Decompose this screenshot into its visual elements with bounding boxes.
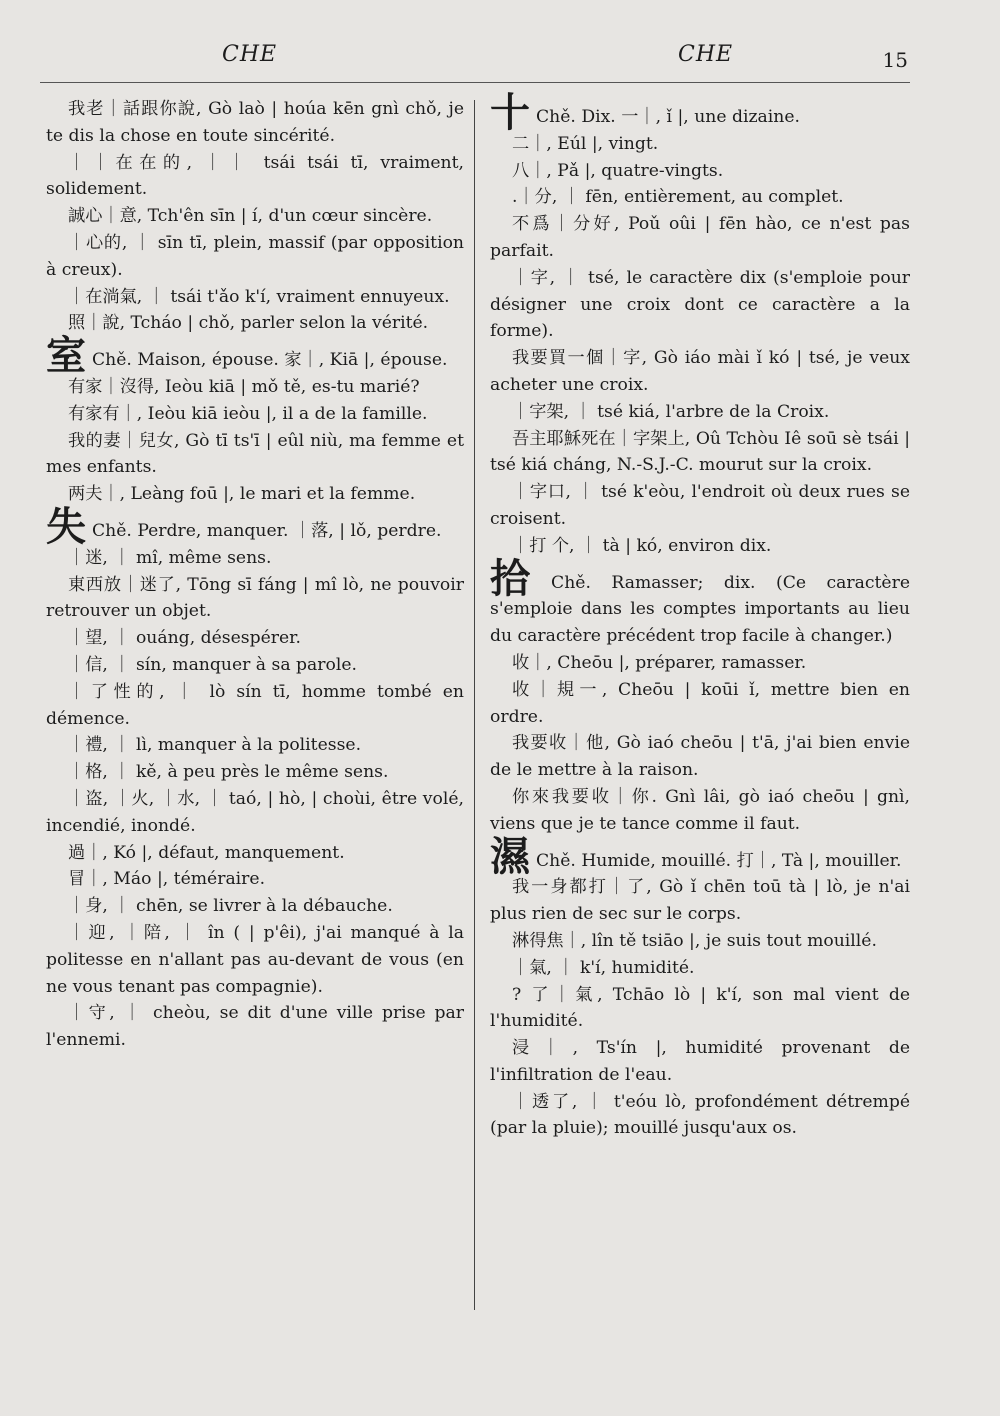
headword: 十 bbox=[490, 89, 530, 136]
entry: 照｜說, Tcháo | chǒ, parler selon la vérité. bbox=[68, 313, 429, 334]
entry: ｜迷, ｜ mî, même sens. bbox=[68, 547, 272, 568]
entry: ｜字口, ｜ tsé k'eòu, l'endroit où deux rues se croisent. bbox=[490, 482, 910, 529]
entry: ｜禮, ｜ lì, manquer à la politesse. bbox=[68, 735, 362, 756]
entry: ｜信, ｜ sín, manquer à sa parole. bbox=[68, 654, 357, 675]
entry: 不爲｜分好, Poǔ oûi | fēn hào, ce n'est pas parfait. bbox=[490, 214, 910, 261]
entry: 我一身都打｜了, Gò ǐ chēn toū tà | lò, je n'ai plus rien de sec sur le corps. bbox=[490, 877, 910, 925]
entry: ? 了｜氣, Tchāo lò | k'í, son mal vient de l'humidité. bbox=[490, 984, 910, 1032]
headword-entry bbox=[46, 502, 464, 550]
entry: 八｜, Pǎ |, quatre-vingts. bbox=[512, 160, 724, 181]
entry: 两夫｜, Leàng foū |, le mari et la femme. bbox=[68, 484, 416, 505]
entry: ｜氣, ｜ k'í, humidité. bbox=[512, 957, 695, 978]
headword-entry bbox=[46, 332, 464, 380]
entry: ｜字, ｜ tsé, le caractère dix (s'emploie pour désigner une croix dont ce caractère a la forme). bbox=[490, 267, 910, 342]
entry: ｜心的, ｜ sīn tī, plein, massif (par opposition à creux). bbox=[46, 232, 464, 280]
entry: .｜分, ｜ fēn, entièrement, au complet. bbox=[512, 187, 844, 208]
entry: ｜打 个, ｜ tà | kó, environ dix. bbox=[512, 535, 772, 556]
headword: 室 bbox=[46, 332, 86, 380]
page-number: 15 bbox=[882, 48, 908, 72]
left-column bbox=[46, 96, 464, 1054]
entry: 東西放｜迷了, Tōng sī fáng | mî lò, ne pouvoir retrouver un objet. bbox=[46, 574, 464, 622]
entry: ｜字架, ｜ tsé kiá, l'arbre de la Croix. bbox=[512, 401, 830, 422]
entry: ｜身, ｜ chēn, se livrer à la débauche. bbox=[68, 896, 393, 917]
entry: 我的妻｜兒女, Gò tī ts'ī | eûl niù, ma femme et mes enfants. bbox=[46, 430, 464, 478]
entry: ｜迎, ｜陪, ｜ în ( | p'êi), j'ai manqué à la politesse en n'allant pas au-devant de vous (en ne vous tenant pas compagnie). bbox=[46, 922, 464, 997]
entry: 有家有｜, Ieòu kiā ieòu |, il a de la famille. bbox=[68, 403, 428, 424]
header-rule bbox=[40, 82, 910, 83]
entry: 浸｜, Ts'ín |, humidité provenant de l'infiltration de l'eau. bbox=[490, 1038, 910, 1085]
entry: 我老｜話跟你說, Gò laò | hoúa kēn gnì chǒ, je te dis la chose en toute sincérité. bbox=[46, 99, 464, 146]
entry: ｜透了, ｜ t'eóu lò, profondément détrempé (par la pluie); mouillé jusqu'aux os. bbox=[490, 1091, 910, 1139]
headword: 失 bbox=[46, 502, 86, 550]
entry: 收｜, Cheōu |, préparer, ramasser. bbox=[512, 652, 807, 673]
entry: ｜守, ｜ cheòu, se dit d'une ville prise par l'ennemi. bbox=[46, 1003, 464, 1051]
entry: 我要買一個｜字, Gò iáo mài ǐ kó | tsé, je veux acheter une croix. bbox=[490, 348, 910, 395]
entry: 冒｜, Máo |, téméraire. bbox=[68, 869, 266, 890]
entry: ｜格, ｜ kě, à peu près le même sens. bbox=[68, 762, 389, 783]
headword-definition: Chě. Perdre, manquer. ｜落, | lǒ, perdre. bbox=[92, 520, 442, 541]
entry: 淋得焦｜, lîn tě tsiāo |, je suis tout mouillé. bbox=[512, 930, 877, 951]
entry: 誠心｜意, Tch'ên sīn | í, d'un cœur sincère. bbox=[68, 206, 433, 227]
running-header-right: CHE bbox=[678, 42, 734, 67]
right-column bbox=[490, 89, 910, 1142]
entry: ｜望, ｜ ouáng, désespérer. bbox=[68, 628, 301, 649]
entry: 吾主耶穌死在｜字架上, Oû Tchòu Iê soū sè tsái | tsé kiá cháng, N.-S.J.-C. mourut sur la croix. bbox=[490, 428, 910, 476]
headword-entry bbox=[490, 554, 910, 650]
entry: 收｜規一, Cheōu | koūi ǐ, mettre bien en ordre. bbox=[490, 679, 910, 727]
entry: 二｜, Eúl |, vingt. bbox=[512, 133, 659, 154]
running-header-left: CHE bbox=[222, 42, 278, 67]
column-divider bbox=[474, 100, 475, 1310]
entry: 過｜, Kó |, défaut, manquement. bbox=[68, 842, 345, 863]
entry: ｜在淌氣, ｜ tsái t'ǎo k'í, vraiment ennuyeux. bbox=[68, 286, 450, 307]
entry: 有家｜沒得, Ieòu kiā | mǒ tě, es-tu marié? bbox=[68, 376, 420, 397]
headword: 拾 bbox=[490, 554, 546, 602]
entry: ｜了性的, ｜ lò sín tī, homme tombé en démence. bbox=[46, 681, 464, 729]
headword-definition: Chě. Humide, mouillé. 打｜, Tà |, mouiller. bbox=[536, 850, 902, 871]
headword-definition: Chě. Dix. 一｜, ǐ |, une dizaine. bbox=[536, 107, 800, 127]
headword-definition: Chě. Ramasser; dix. (Ce caractère s'emploie dans les comptes importants au lieu du caractère précédent trop facile à changer.) bbox=[490, 572, 910, 647]
headword-entry bbox=[490, 89, 910, 136]
entry: 我要收｜他, Gò iaó cheōu | t'ā, j'ai bien envie de le mettre à la raison. bbox=[490, 733, 910, 781]
headword-definition: Chě. Maison, épouse. 家｜, Kiā |, épouse. bbox=[92, 350, 448, 371]
entry: ｜｜在在的, ｜｜ tsái tsái tī, vraiment, solidement. bbox=[46, 152, 464, 200]
headword-entry bbox=[490, 832, 910, 880]
headword: 濕 bbox=[490, 832, 530, 880]
entry: 你來我要收｜你. Gnì lâi, gò iaó cheōu | gnì, viens que je te tance comme il faut. bbox=[490, 786, 910, 834]
entry: ｜盗, ｜火, ｜水, ｜ taó, | hò, | choùi, être volé, incendié, inondé. bbox=[46, 788, 464, 836]
